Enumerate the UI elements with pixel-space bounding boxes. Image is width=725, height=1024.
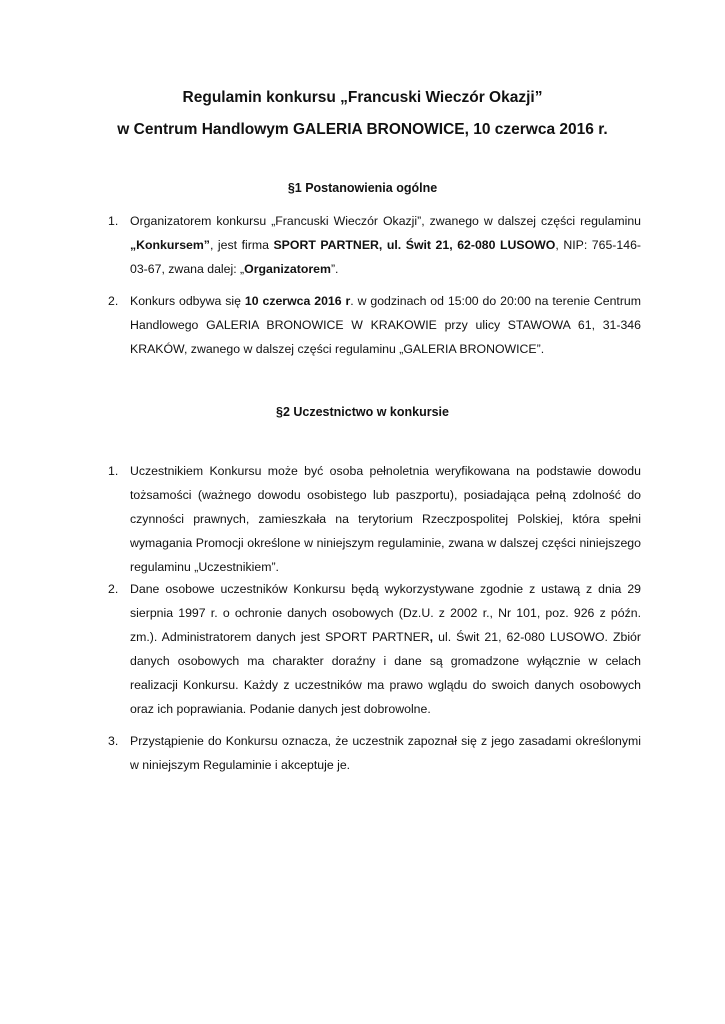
section-1-item-1 [108, 209, 641, 281]
bold-term: „Konkursem” [130, 238, 210, 252]
text-run: , jest firma [209, 238, 274, 252]
text-run: . w godzinach od 15:00 do 20:00 na terenie Centrum Handlowego GALERIA BRONOWICE W KRAKOWIE przy ulicy STAWOWA 61, 31-346 KRAKÓW, zwanego w dalszej części regulaminu „GALERIA BRONOWICE”. [130, 294, 641, 356]
text-run: Konkurs odbywa się [130, 294, 245, 308]
section-1-item-2 [108, 289, 641, 361]
list-item-text [130, 577, 641, 721]
section-2-item-1 [108, 459, 641, 579]
list-item-text: Uczestnikiem Konkursu może być osoba pełnoletnia weryfikowana na podstawie dowodu tożsamości (ważnego dowodu osobistego lub paszportu), posiadająca pełną zdolność do czynności prawnych, zamieszkała na terytorium Rzeczpospolitej Polskiej, która spełni wymagania Promocji określone w niniejszym regulaminie, zwana w dalszej części niniejszego regulaminu „Uczestnikiem”. [130, 464, 641, 574]
text-run: ”. [330, 262, 339, 276]
text-run: ul. Świt 21, 62-080 LUSOWO. Zbiór danych osobowych ma charakter doraźny i dane są gromadzone wyłącznie w celach realizacji Konkursu. Każdy z uczestników ma prawo wglądu do swoich danych osobowych oraz ich poprawiania. Podanie danych jest dobrowolne. [130, 630, 641, 716]
list-item-text: Przystąpienie do Konkursu oznacza, że uczestnik zapoznał się z jego zasadami określonymi w niniejszym Regulaminie i akceptuje je. [130, 734, 641, 772]
list-number: 2. [108, 294, 119, 308]
list-number: 2. [108, 582, 119, 596]
bold-date: 10 czerwca 2016 r [244, 294, 351, 308]
text-run: Dane osobowe uczestników Konkursu będą wykorzystywane zgodnie z ustawą z dnia 29 sierpnia 1997 r. o ochronie danych osobowych (Dz.U. z 2002 r., Nr 101, poz. 926 z późn. zm.). Administratorem danych jest SPORT PARTNER [130, 582, 641, 644]
section-2-item-3 [108, 729, 641, 777]
bold-organizer: SPORT PARTNER, ul. Świt 21, 62-080 LUSOWO [273, 238, 556, 252]
section-1-heading: §1 Postanowienia ogólne [287, 181, 438, 195]
section-2-heading: §2 Uczestnictwo w konkursie [276, 405, 449, 419]
document-subtitle: w Centrum Handlowym GALERIA BRONOWICE, 10 czerwca 2016 r. [117, 121, 608, 138]
text-run: , NIP: 765-146-03-67, zwana dalej: „ [130, 238, 641, 276]
bold-comma: , [429, 630, 434, 644]
list-number: 1. [108, 214, 119, 228]
list-item-text [130, 209, 641, 281]
section-2-item-2 [108, 577, 641, 721]
bold-term: Organizatorem [244, 262, 331, 276]
list-number: 3. [108, 734, 119, 748]
list-number: 1. [108, 464, 119, 478]
text-run: Organizatorem konkursu „Francuski Wieczór Okazji”, zwanego w dalszej części regulaminu [130, 214, 641, 228]
document-title: Regulamin konkursu „Francuski Wieczór Okazji” [182, 89, 543, 106]
list-item-text [130, 289, 641, 361]
